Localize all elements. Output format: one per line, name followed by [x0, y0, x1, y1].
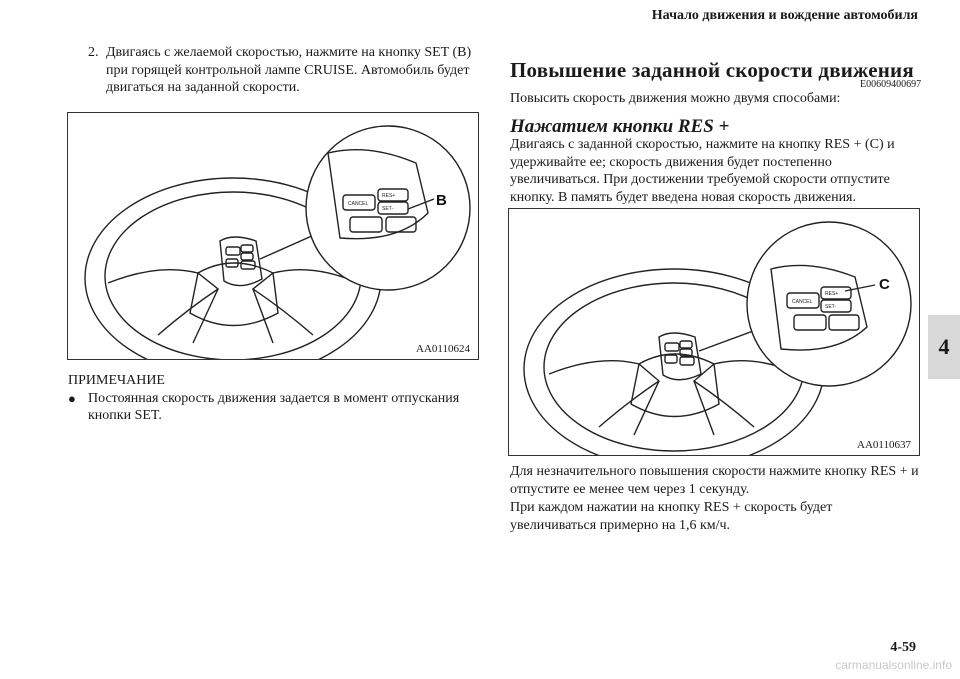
step-text: Двигаясь с желаемой скоростью, нажмите на кнопку SET (B) при горящей контрольной лампе CRUISE. Автомобиль будет двигаться на заданной скорости.	[106, 45, 472, 95]
steering-wheel-illustration-right	[509, 209, 919, 455]
page-number: 4-59	[890, 640, 916, 655]
callout-c: C	[879, 276, 890, 293]
paragraph-2: Для незначительного повышения скорости нажмите кнопку RES + и отпустите ее менее чем через 1 секунду.	[510, 464, 919, 497]
steering-wheel-illustration	[68, 113, 478, 359]
section-title: Повышение заданной скорости движения	[510, 58, 914, 82]
running-header: Начало движения и вождение автомобиля	[651, 8, 918, 23]
step-number: 2.	[88, 45, 99, 60]
res-label: RES+	[825, 291, 839, 297]
note-item	[68, 390, 478, 424]
watermark: carmanualsonline.info	[835, 658, 952, 672]
section-code: E00609400697	[860, 79, 922, 90]
bullet-icon: ●	[68, 391, 76, 406]
figure-code-left: AA0110624	[416, 343, 470, 355]
paragraph-3: При каждом нажатии на кнопку RES + скорость будет увеличиваться примерно на 1,6 км/ч.	[510, 500, 833, 533]
chapter-tab	[928, 315, 960, 379]
intro-text: Повысить скорость движения можно двумя способами:	[510, 91, 841, 106]
figure-left	[67, 112, 479, 360]
note-heading: ПРИМЕЧАНИЕ	[68, 373, 165, 388]
cancel-label: CANCEL	[348, 201, 369, 207]
figure-code-right: AA0110637	[857, 439, 911, 451]
paragraph-1: Двигаясь с заданной скоростью, нажмите на кнопку RES + (C) и удерживайте ее; скорость движения будет постепенно увеличиваться. При достижении требуемой скорости отпустите кнопку. В память будет введена новая скорость движения.	[510, 137, 895, 205]
cancel-label: CANCEL	[792, 299, 813, 305]
note-text: Постоянная скорость движения задается в момент отпускания кнопки SET.	[88, 391, 460, 423]
figure-right	[508, 208, 920, 456]
wheel-hub	[190, 263, 278, 326]
subheading-res: Нажатием кнопки RES +	[510, 116, 730, 137]
res-label: RES+	[382, 193, 396, 199]
chapter-tab-label: 4	[938, 334, 950, 359]
set-label: SET-	[382, 206, 394, 212]
set-label: SET-	[825, 304, 837, 310]
callout-b: B	[436, 192, 447, 209]
wheel-spoke-right	[253, 270, 358, 335]
step-2	[88, 44, 478, 97]
